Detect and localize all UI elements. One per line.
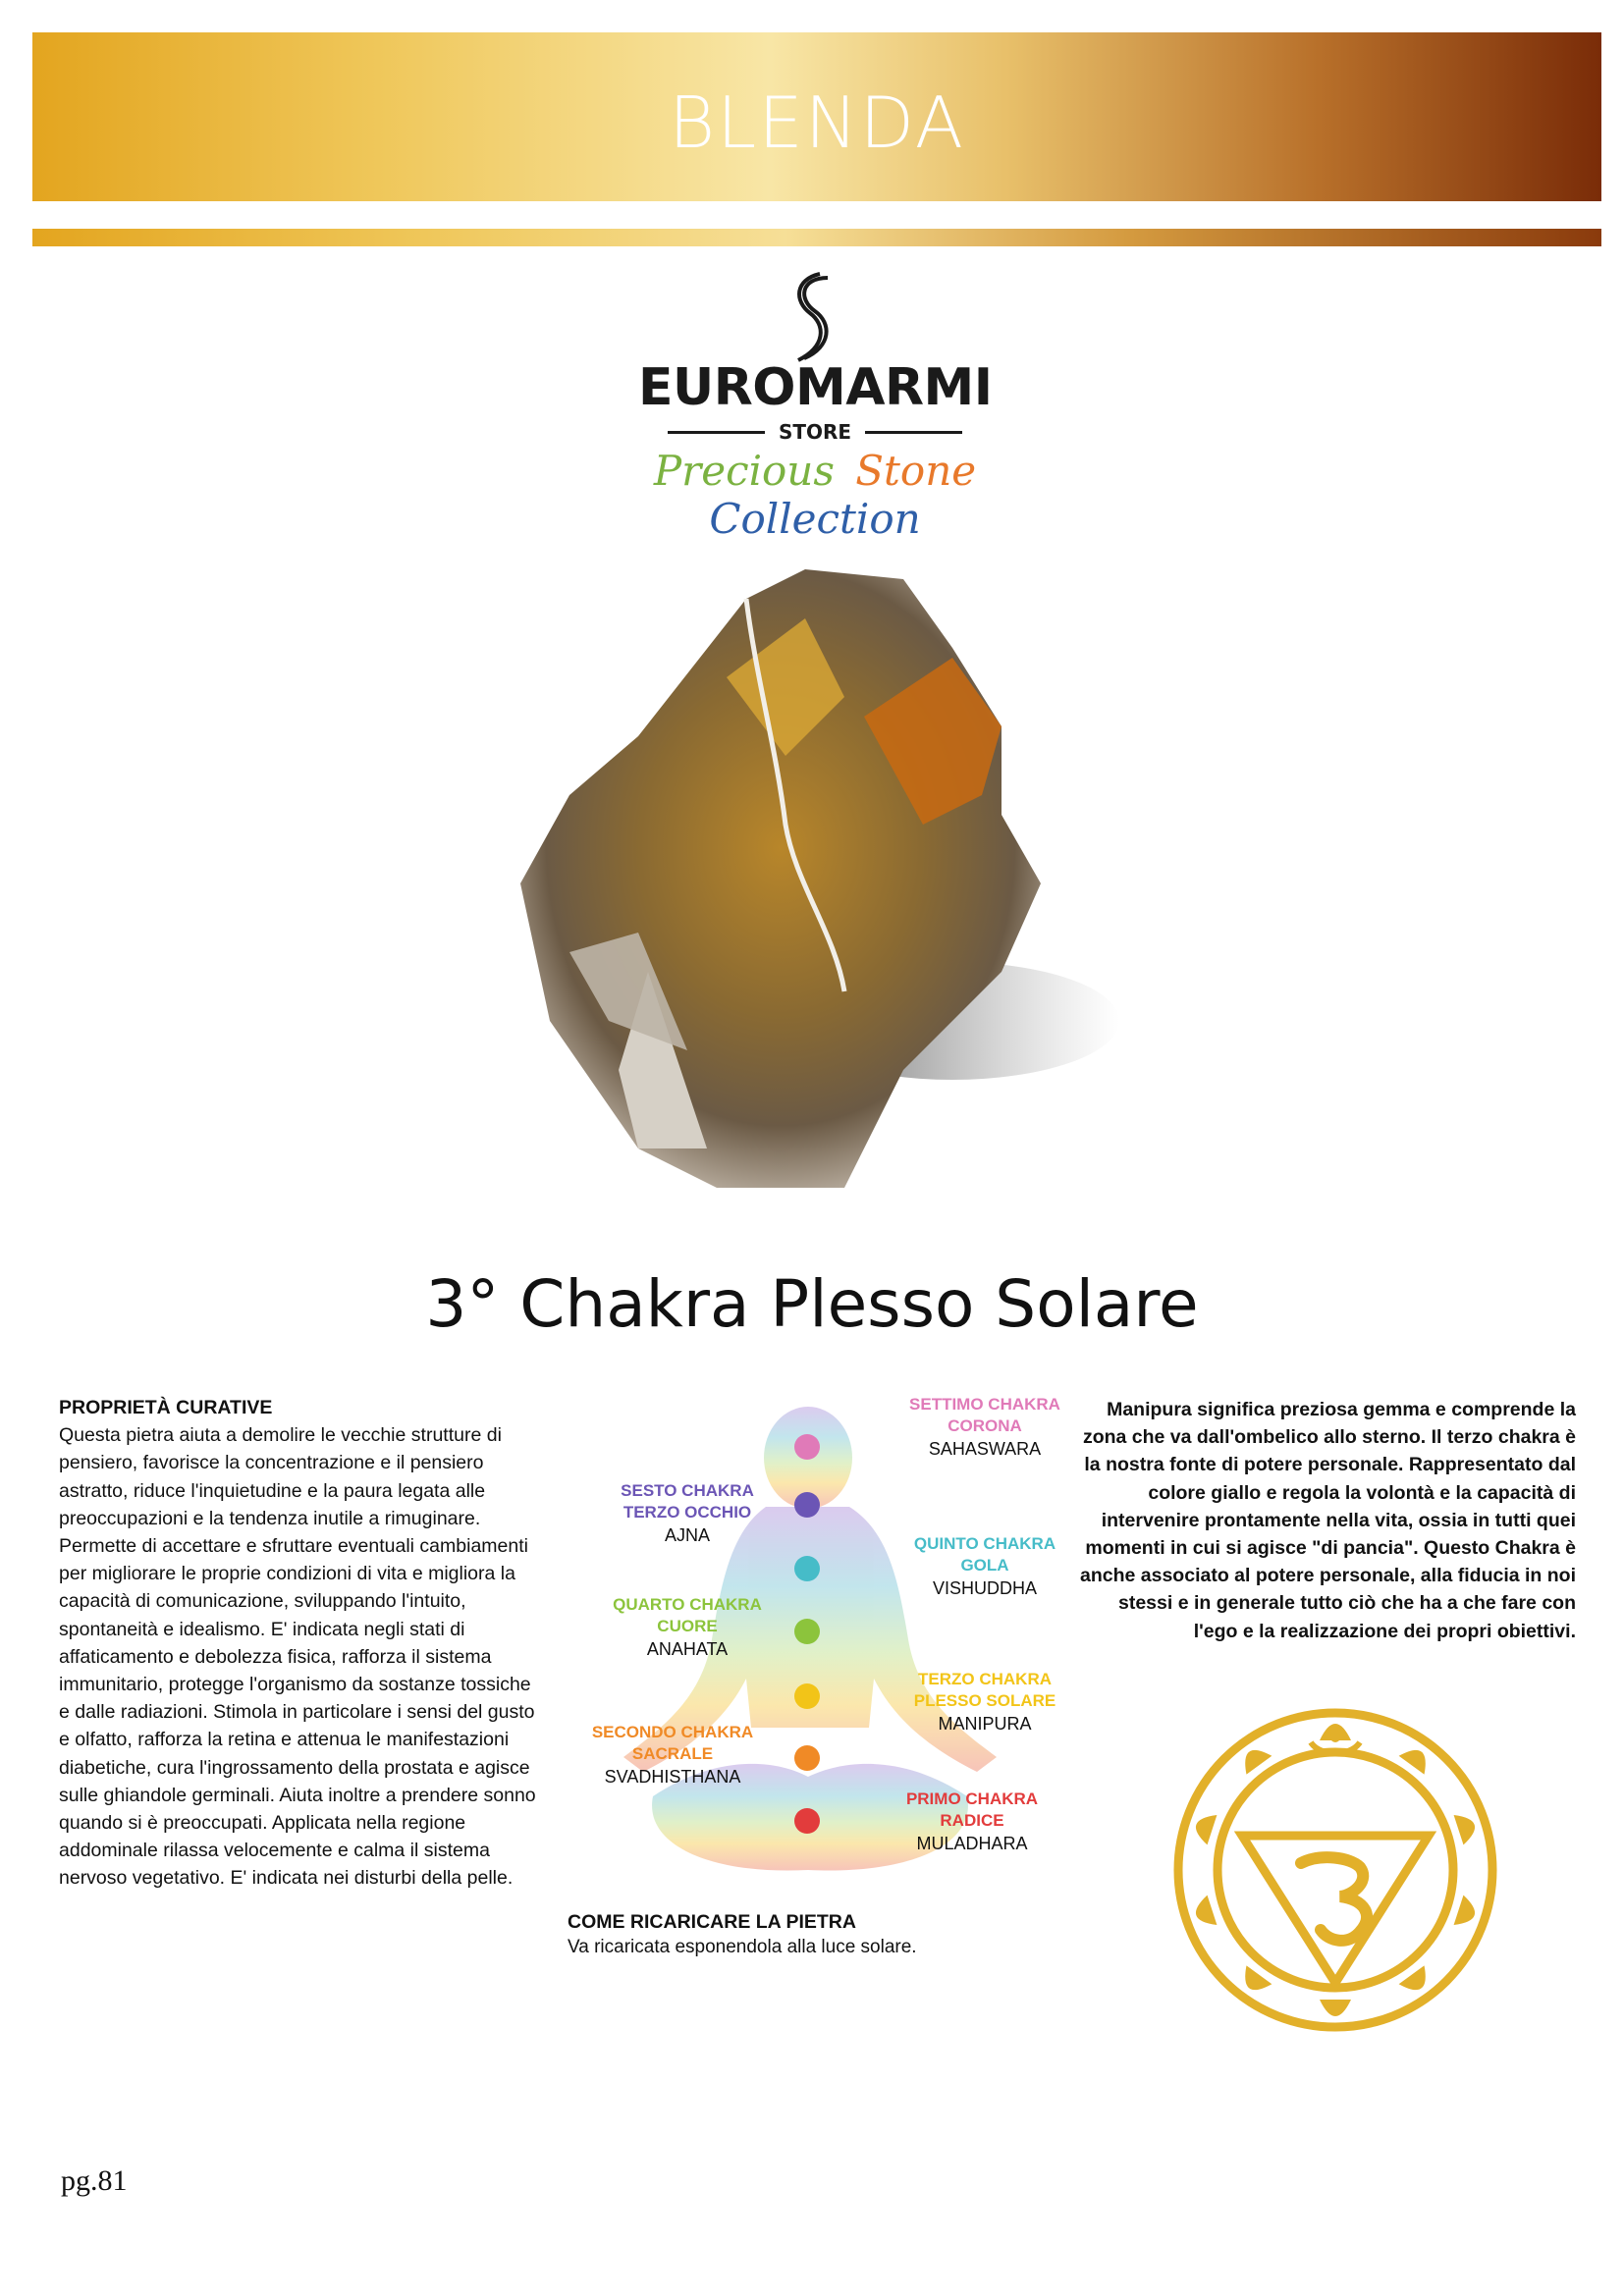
lotus-petal [1320, 2000, 1351, 2016]
chakra-sanskrit-name: MULADHARA [916, 1834, 1028, 1853]
chakra-label-line2: PLESSO SOLARE [913, 1691, 1056, 1710]
recharge-body: Va ricaricata esponendola alla luce solare. [568, 1937, 917, 1957]
chakra-dot [794, 1683, 820, 1709]
chakra-dot [794, 1556, 820, 1581]
chakra-sanskrit-name: VISHUDDHA [932, 1578, 1037, 1598]
healing-heading: PROPRIETÀ CURATIVE [59, 1397, 273, 1418]
logo-line-right [865, 431, 962, 434]
blenda-stone-image [491, 560, 1178, 1247]
chakra-dot [794, 1492, 820, 1518]
logo-store-row [668, 419, 962, 445]
logo-s-icon [790, 270, 839, 368]
logo-line-left [668, 431, 765, 434]
chakra-label-line2: CORONA [947, 1416, 1022, 1435]
chakra-dot [794, 1745, 820, 1771]
chakra-sanskrit-name: SAHASWARA [928, 1439, 1042, 1459]
chakra-label-line1: PRIMO CHAKRA [905, 1789, 1039, 1808]
chakra-label [879, 1789, 1065, 1832]
chakra-label-line1: SESTO CHAKRA [621, 1481, 754, 1500]
chakra-dot [794, 1434, 820, 1460]
chakra-label [579, 1722, 766, 1765]
chakra-sanskrit-name: ANAHATA [646, 1639, 729, 1659]
chakra-label-line2: SACRALE [631, 1744, 714, 1763]
page-title: BLENDA [668, 81, 966, 164]
chakra-label-line2: CUORE [657, 1617, 718, 1635]
collection-word-2: Stone [855, 447, 977, 495]
chakra-label-line2: TERZO OCCHIO [623, 1503, 752, 1522]
chakra-label-line2: GOLA [960, 1556, 1009, 1575]
manipura-description: Manipura significa preziosa gemma e comprende la zona che va dall'ombelico allo sterno. Il terzo chakra è la nostra fonte di potere personale. Rappresentato dal colore giallo e regola la volontà e la capacità di intervenire prontamente nella vita, ossia in tutti quei momenti in cui si agisce "di pancia". Questo Chakra è anche associato al potere personale, alla fiducia in noi stessi e in generale tutto ciò che ha a che fare con l'ego e la realizzazione dei propri obiettivi. [1080, 1399, 1576, 1642]
lotus-petal [1454, 1896, 1480, 1931]
chakra-dot [794, 1808, 820, 1834]
chakra-label-line1: SECONDO CHAKRA [591, 1723, 754, 1741]
chakra-label [892, 1394, 1078, 1437]
chakra-sanskrit-name: AJNA [664, 1525, 710, 1545]
logo-brand: EUROMARMI [638, 358, 993, 417]
recharge-heading: COME RICARICARE LA PIETRA [568, 1911, 856, 1933]
collection-word-1: Precious [653, 447, 835, 495]
healing-properties [59, 1394, 540, 1893]
chakra-dot [794, 1619, 820, 1644]
header-rule [32, 229, 1601, 246]
chakra-label [594, 1480, 781, 1523]
chakra-label [892, 1669, 1078, 1712]
chakra-label-line1: QUINTO CHAKRA [913, 1534, 1056, 1553]
manipura-symbol-icon [1154, 1688, 1517, 2052]
chakra-label-line2: RADICE [940, 1811, 1004, 1830]
header-banner [32, 32, 1601, 201]
lotus-petal [1454, 1810, 1480, 1845]
chakra-title: 3° Chakra Plesso Solare [425, 1266, 1199, 1342]
collection-word-3: Collection [709, 495, 921, 543]
recharge-section [568, 1909, 1058, 1960]
chakra-label [892, 1533, 1078, 1576]
page-number: pg.81 [61, 2164, 128, 2197]
chakra-label [594, 1594, 781, 1637]
chakra-label-line1: SETTIMO CHAKRA [909, 1395, 1060, 1414]
chakra-sanskrit-name: MANIPURA [938, 1714, 1032, 1734]
logo-store-text: STORE [778, 420, 852, 444]
chakra-sanskrit-name: SVADHISTHANA [604, 1767, 741, 1787]
lotus-petal [1191, 1896, 1217, 1931]
lotus-petal [1191, 1810, 1217, 1845]
chakra-label-line1: TERZO CHAKRA [918, 1670, 1052, 1688]
healing-body: Questa pietra aiuta a demolire le vecchie strutture di pensiero, favorisce la concentrazione e il pensiero astratto, riduce l'inquietudine e la paura legata alle preoccupazioni e la tendenza inutile a rimuginare. Permette di accettare e sfruttare eventuali cambiamenti per migliorare le proprie condizioni di vita e migliora la capacità di comunicazione, sviluppando l'intuito, spontaneità e idealismo. E' indicata negli stati di affaticamento e debolezza fisica, rafforza il sistema immunitario, protegge l'organismo da sostanze tossiche e dalle radiazioni. Stimola in particolare i sensi del gusto e olfatto, rafforza la retina e attenua le manifestazioni diabetiche, cura l'ingrossamento della prostata e agisce sulle ghiandole germinali. Aiuta inoltre a prendere sonno quando si è preoccupati. Applicata nella regione addominale rilassa velocemente e calma il sistema nervoso vegetativo. E' indicata nei disturbi della pelle. [59, 1424, 536, 1890]
collection-title [589, 447, 1041, 543]
chakra-label-line1: QUARTO CHAKRA [613, 1595, 762, 1614]
